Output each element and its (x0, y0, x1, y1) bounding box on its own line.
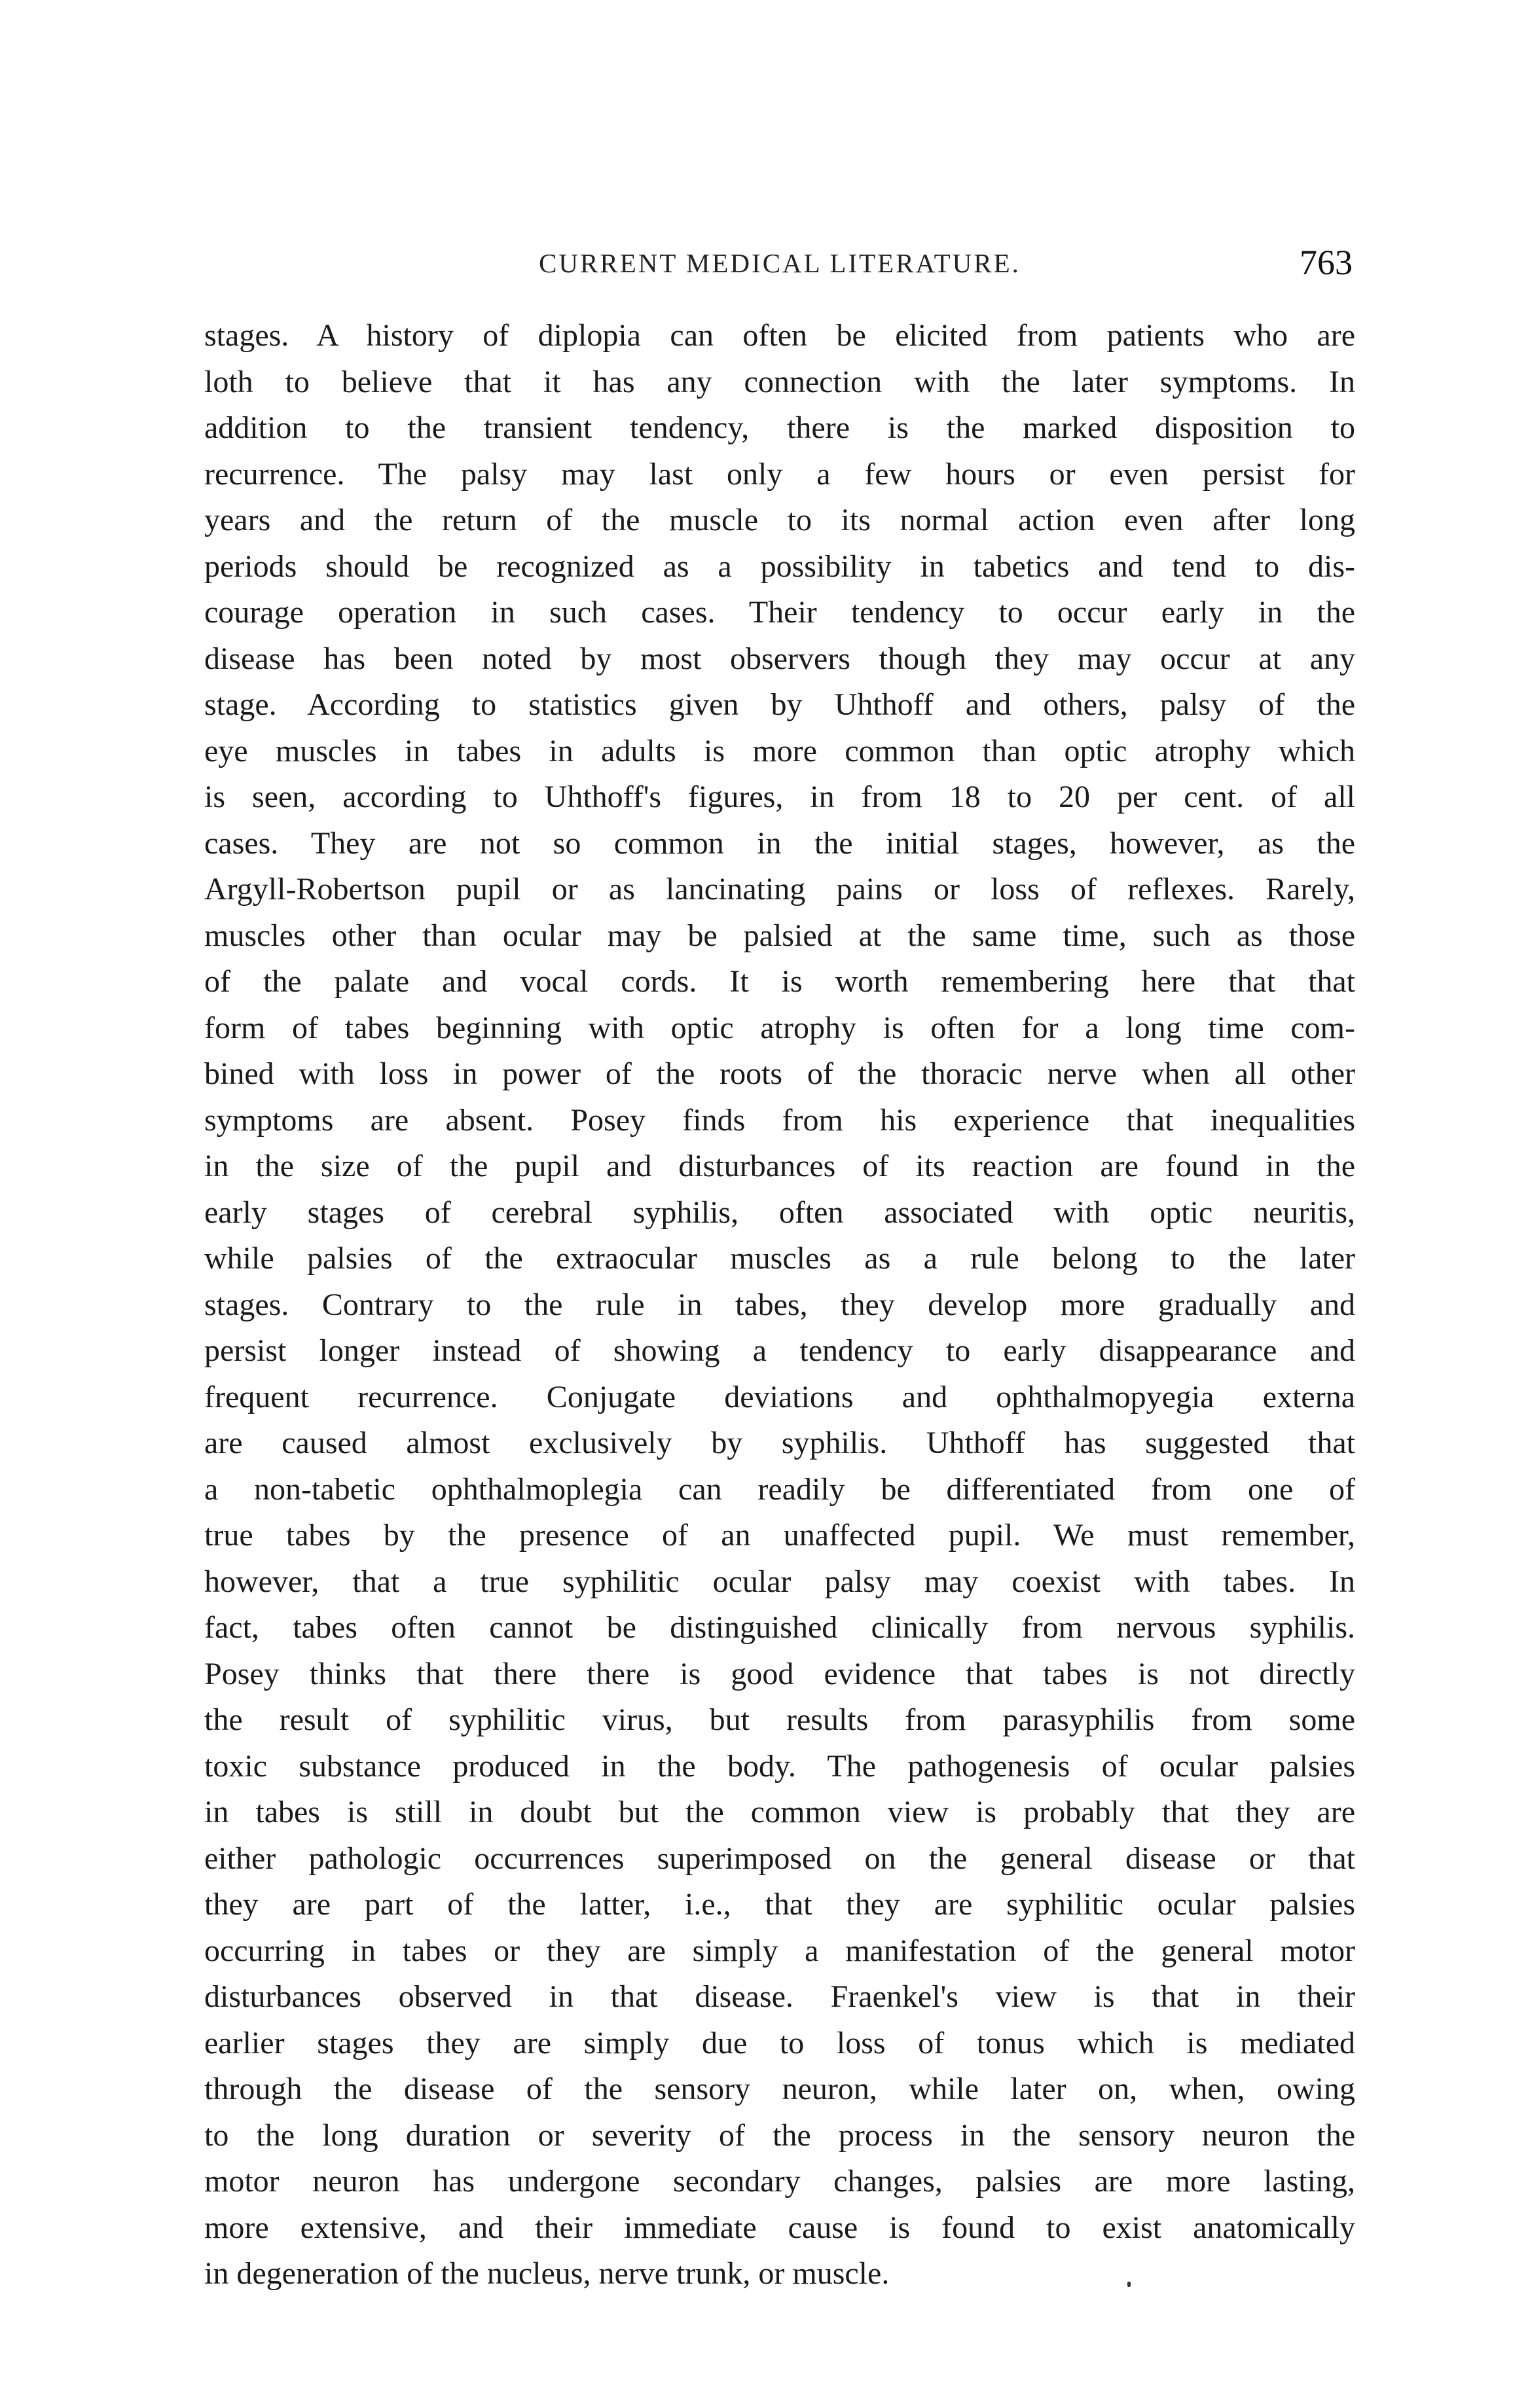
text-line: are caused almost exclusively by syphilis. Uhthoff has suggested that (204, 1426, 1355, 1460)
text-line: is seen, according to Uhthoff's figures, in from 18 to 20 per cent. of all (204, 780, 1355, 814)
text-line: of the palate and vocal cords. It is worth remembering here that that (204, 964, 1355, 999)
text-line: more extensive, and their immediate cause is found to exist anatomically (204, 2210, 1355, 2245)
text-line: persist longer instead of showing a tendency to early disappearance and (204, 1333, 1355, 1368)
text-line: Argyll-Robertson pupil or as lancinating pains or loss of reflexes. Rarely, (204, 872, 1355, 907)
text-line: symptoms are absent. Posey finds from his experience that inequalities (204, 1102, 1355, 1138)
running-title: CURRENT MEDICAL LITERATURE. (539, 248, 1021, 278)
text-line: stages. A history of diplopia can often be elicited from patients who are (204, 318, 1355, 353)
text-line: in tabes is still in doubt but the common view is probably that they are (204, 1795, 1355, 1829)
text-line: the result of syphilitic virus, but results from parasyphilis from some (204, 1702, 1355, 1737)
text-line: frequent recurrence. Conjugate deviations and ophthalmopyegia externa (204, 1379, 1355, 1414)
print-speck (1127, 2282, 1131, 2287)
text-line: while palsies of the extraocular muscles as a rule belong to the later (204, 1241, 1355, 1276)
text-line: either pathologic occurrences superimposed on the general disease or that (204, 1841, 1355, 1876)
text-line: stages. Contrary to the rule in tabes, they develop more gradually and (204, 1287, 1355, 1322)
text-line: years and the return of the muscle to its normal action even after long (204, 503, 1355, 537)
text-line: early stages of cerebral syphilis, often associated with optic neuritis, (204, 1195, 1355, 1230)
page-number: 763 (1300, 243, 1353, 282)
text-line: courage operation in such cases. Their tendency to occur early in the (204, 595, 1355, 630)
text-line: muscles other than ocular may be palsied at the same time, such as those (204, 918, 1355, 953)
text-line: to the long duration or severity of the process in the sensory neuron the (204, 2117, 1355, 2153)
text-line: in the size of the pupil and disturbances of its reaction are found in the (204, 1149, 1355, 1183)
text-line: true tabes by the presence of an unaffected pupil. We must remember, (204, 1518, 1355, 1553)
running-head (207, 242, 1353, 288)
text-line: occurring in tabes or they are simply a manifestation of the general motor (204, 1933, 1355, 1968)
text-line: form of tabes beginning with optic atrophy is often for a long time com- (204, 1010, 1355, 1045)
text-line: loth to believe that it has any connection with the later symptoms. In (204, 364, 1355, 399)
text-line: periods should be recognized as a possibility in tabetics and tend to dis- (204, 548, 1355, 584)
text-line: bined with loss in power of the roots of the thoracic nerve when all other (204, 1056, 1355, 1091)
text-line: recurrence. The palsy may last only a few hours or even persist for (204, 456, 1355, 492)
body-text (204, 313, 1355, 2297)
text-line: stage. According to statistics given by Uhthoff and others, palsy of the (204, 687, 1355, 722)
text-line: however, that a true syphilitic ocular palsy may coexist with tabes. In (204, 1564, 1355, 1599)
text-line: addition to the transient tendency, there is the marked disposition to (204, 410, 1355, 445)
text-line: Posey thinks that there there is good evidence that tabes is not directly (204, 1656, 1355, 1691)
text-line: toxic substance produced in the body. The pathogenesis of ocular palsies (204, 1748, 1355, 1784)
text-line: disease has been noted by most observers though they may occur at any (204, 641, 1355, 676)
text-line: fact, tabes often cannot be distinguished clinically from nervous syphilis. (204, 1610, 1355, 1645)
text-line: eye muscles in tabes in adults is more common than optic atrophy which (204, 733, 1355, 768)
text-line: through the disease of the sensory neuron, while later on, when, owing (204, 2072, 1355, 2106)
text-line: disturbances observed in that disease. Fraenkel's view is that in their (204, 1979, 1355, 2014)
text-line: a non-tabetic ophthalmoplegia can readily be differentiated from one of (204, 1471, 1355, 1507)
text-line: in degeneration of the nucleus, nerve trunk, or muscle. (204, 2256, 890, 2291)
text-line: earlier stages they are simply due to loss of tonus which is mediated (204, 2025, 1355, 2060)
text-line: they are part of the latter, i.e., that they are syphilitic ocular palsies (204, 1887, 1355, 1922)
text-line: cases. They are not so common in the initial stages, however, as the (204, 825, 1355, 861)
text-line: motor neuron has undergone secondary changes, palsies are more lasting, (204, 2164, 1355, 2199)
